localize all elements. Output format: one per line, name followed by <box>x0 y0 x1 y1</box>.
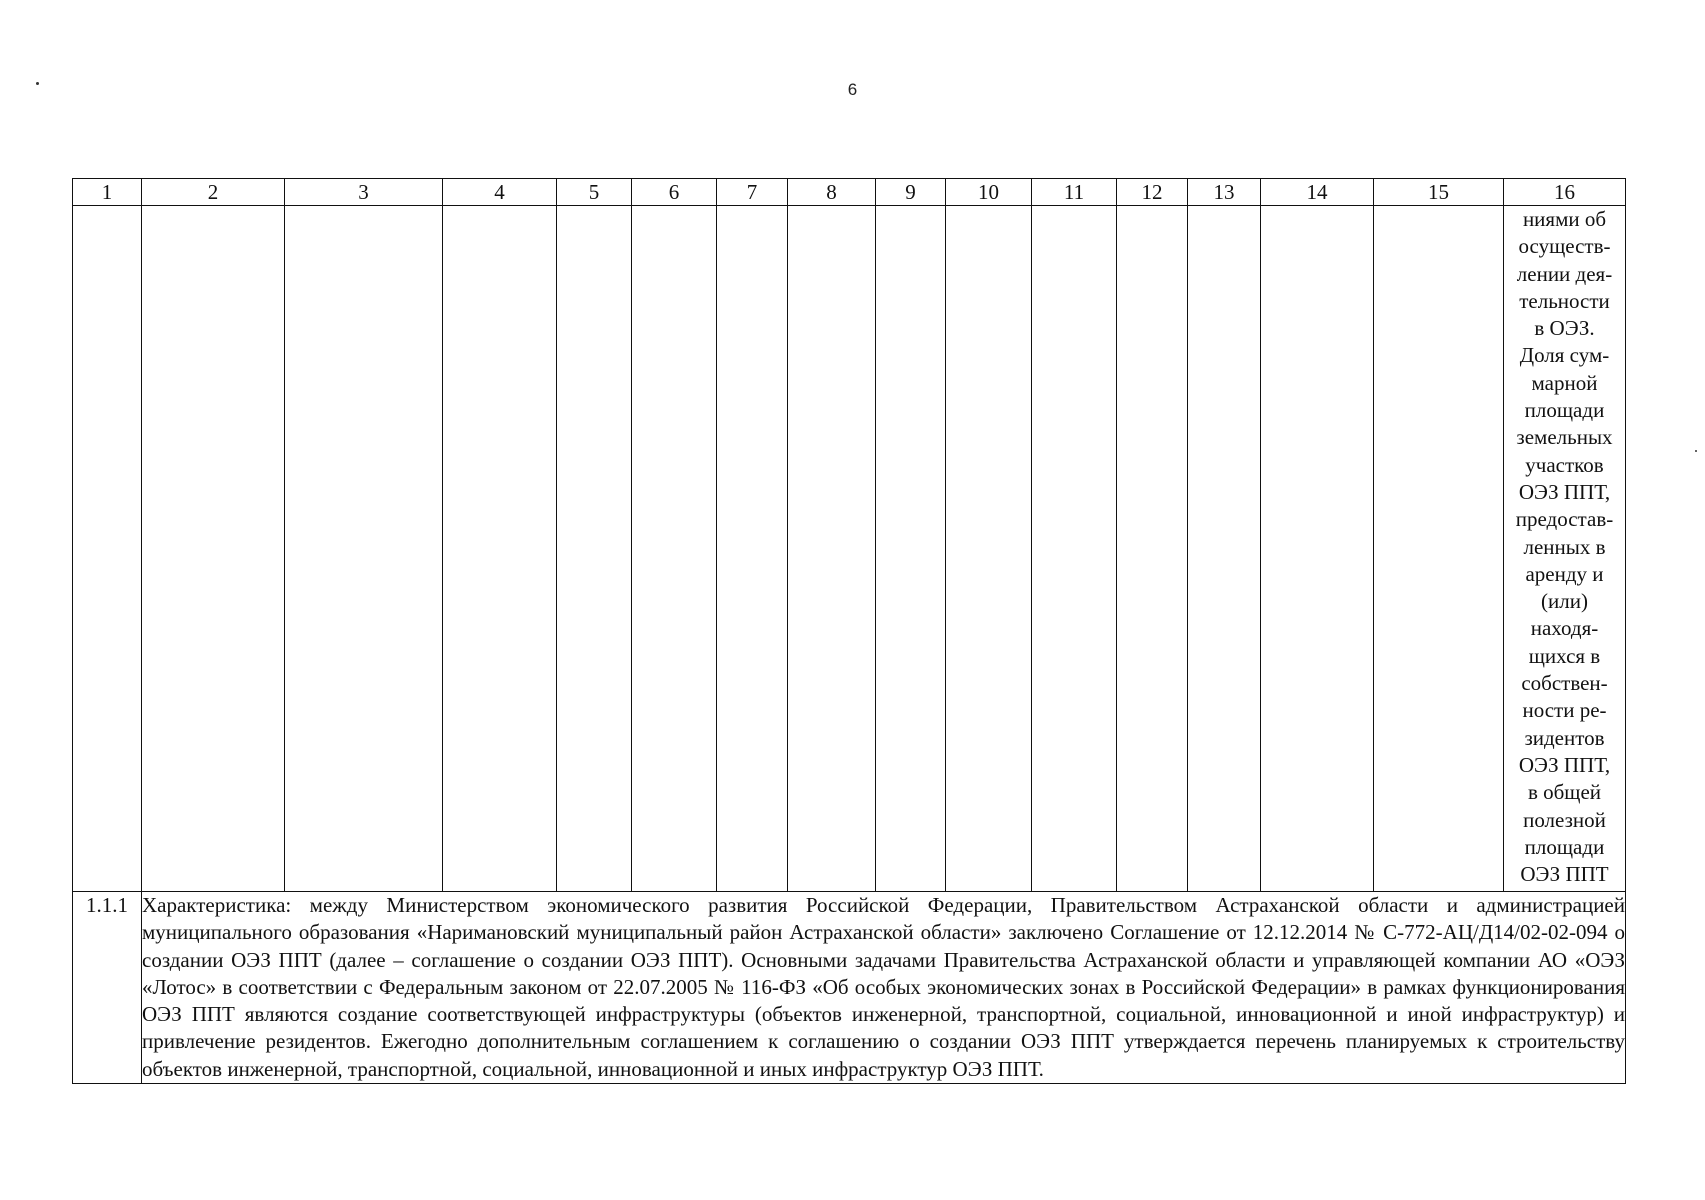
empty-cell <box>557 206 632 892</box>
column-number: 5 <box>557 179 632 206</box>
empty-cell <box>876 206 946 892</box>
text-line: ности ре- <box>1522 698 1607 723</box>
text-line: собствен- <box>1521 671 1608 696</box>
empty-cell <box>1117 206 1188 892</box>
column-number: 10 <box>946 179 1032 206</box>
empty-cell <box>1374 206 1504 892</box>
text-line: ниями об <box>1522 207 1607 231</box>
column-number-row <box>73 179 1626 206</box>
empty-cell <box>142 206 285 892</box>
text-line: в ОЭЗ. <box>1534 316 1595 341</box>
text-line: ОЭЗ ППТ <box>1520 862 1609 887</box>
empty-cell <box>717 206 788 892</box>
continuation-row <box>73 206 1626 892</box>
column-number: 6 <box>632 179 717 206</box>
row-number: 1.1.1 <box>73 892 142 1084</box>
text-line: осуществ- <box>1518 234 1611 259</box>
column-number: 8 <box>788 179 876 206</box>
text-line: земельных <box>1516 425 1613 450</box>
text-line: лении дея- <box>1516 261 1613 286</box>
text-line: марной <box>1531 370 1598 395</box>
empty-cell <box>788 206 876 892</box>
column-number: 14 <box>1261 179 1374 206</box>
empty-cell <box>73 206 142 892</box>
text-line: ОЭЗ ППТ, <box>1518 752 1611 777</box>
text-line: Доля сум- <box>1519 343 1610 368</box>
column-number: 3 <box>285 179 443 206</box>
data-table <box>72 178 1626 1084</box>
column-number: 12 <box>1117 179 1188 206</box>
column-number: 9 <box>876 179 946 206</box>
text-line: зидентов <box>1524 725 1605 750</box>
empty-cell <box>443 206 557 892</box>
text-line: (или) <box>1541 589 1588 614</box>
column-number: 1 <box>73 179 142 206</box>
text-line: тельности <box>1519 288 1610 313</box>
empty-cell <box>1188 206 1261 892</box>
empty-cell <box>1261 206 1374 892</box>
empty-cell <box>1032 206 1117 892</box>
text-line: аренду и <box>1525 561 1604 586</box>
column-number: 15 <box>1374 179 1504 206</box>
column-number: 4 <box>443 179 557 206</box>
item-row <box>73 892 1626 1084</box>
text-line: ленных в <box>1523 534 1606 559</box>
row-description: Характеристика: между Министерством экономического развития Российской Федерации, Правительством Астраханской области и администрацией муниципального образования «Наримановский муниципальный район Астраханской области» заключено Соглашение от 12.12.2014 № С-772-АЦ/Д14/02-02-094 о создании ОЭЗ ППТ (далее – соглашение о создании ОЭЗ ППТ). Основными задачами Правительства Астраханской области и управляющей компании АО «ОЭЗ «Лотос» в соответствии с Федеральным законом от 22.07.2005 № 116-ФЗ «Об особых экономических зонах в Российской Федерации» в рамках функционирования ОЭЗ ППТ являются создание соответствующей инфраструктуры (объектов инженерной, транспортной, социальной, инновационной и иной инфраструктур) и привлечение резидентов. Ежегодно дополнительным соглашением к соглашению о создании ОЭЗ ППТ утверждается перечень планируемых к строительству объектов инженерной, транспортной, социальной, инновационной и иных инфраструктур ОЭЗ ППТ. <box>142 892 1626 1084</box>
page-number: 6 <box>847 80 858 99</box>
column-number: 7 <box>717 179 788 206</box>
column-number: 13 <box>1188 179 1261 206</box>
text-line: площади <box>1524 398 1605 423</box>
text-line: предостав- <box>1515 507 1614 532</box>
column-16-text <box>1504 206 1626 892</box>
empty-cell <box>285 206 443 892</box>
empty-cell <box>946 206 1032 892</box>
text-line: участков <box>1525 452 1604 477</box>
text-line: полезной <box>1523 807 1606 832</box>
text-line: находя- <box>1530 616 1599 641</box>
text-line: в общей <box>1527 780 1602 805</box>
text-line: площади <box>1524 834 1605 859</box>
scan-dot <box>1695 450 1697 452</box>
column-number: 2 <box>142 179 285 206</box>
text-line: щихся в <box>1528 643 1601 668</box>
column-number: 16 <box>1504 179 1626 206</box>
column-number: 11 <box>1032 179 1117 206</box>
empty-cell <box>632 206 717 892</box>
text-line: ОЭЗ ППТ, <box>1518 479 1611 504</box>
